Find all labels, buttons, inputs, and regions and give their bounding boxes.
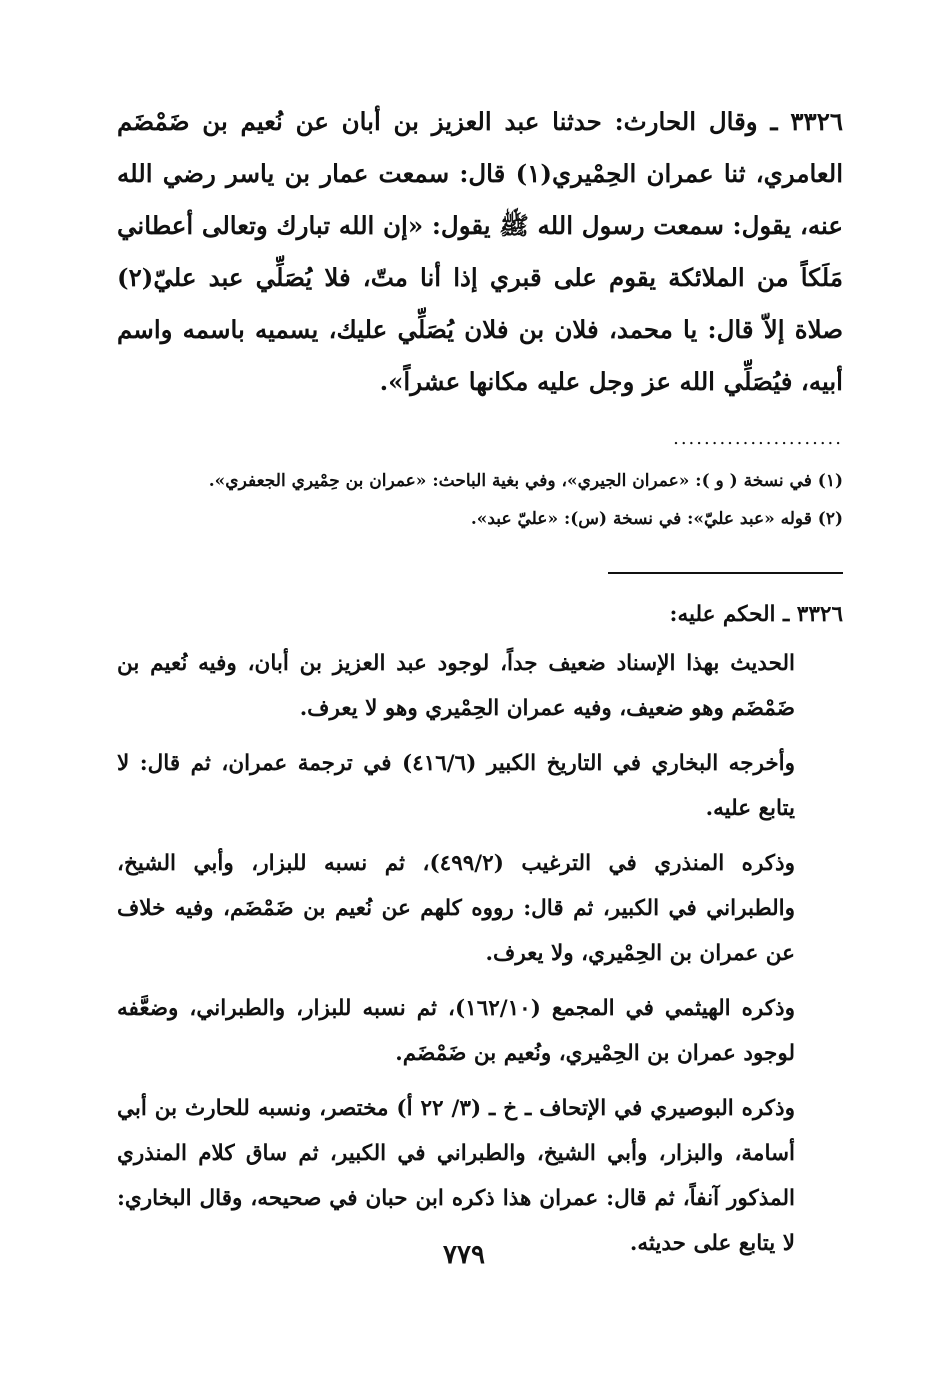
hadith-number: ٣٣٢٦	[790, 107, 844, 136]
hadith-paragraph	[117, 96, 843, 408]
footnote-text: قوله «عبد عليّ»: في نسخة (س): «عليّ عبد».	[470, 509, 812, 529]
ruling-section	[117, 592, 843, 1276]
ruling-paragraph: وذكره المنذري في الترغيب (٤٩٩/٢)، ثم نسبه للبزار، وأبي الشيخ، والطبراني في الكبير، ثم قال: رووه كلهم عن نُعيم بن ضَمْضَم، وفيه خلاف عن عمران بن الحِمْيري، ولا يعرف.	[117, 851, 796, 966]
hadith-body: ـ وقال الحارث: حدثنا عبد العزيز بن أبان عن نُعيم بن ضَمْضَم العامري، ثنا عمران الحِمْيري(١) قال: سمعت عمار بن ياسر رضي الله عنه، يقول: سمعت رسول الله ﷺ يقول: «إن الله تبارك وتعالى أعطاني مَلَكاً من الملائكة يقوم على قبري إذا أنا متّ، فلا يُصَلِّي عبد عليّ(٢) صلاة إلاّ قال: يا محمد، فلان بن فلان يُصَلِّي عليك، يسميه باسمه واسم أبيه، فيُصَلِّي الله عز وجل عليه مكانها عشراً».	[117, 107, 844, 396]
section-divider	[608, 572, 843, 574]
ruling-paragraph: الحديث بهذا الإسناد ضعيف جداً، لوجود عبد العزيز بن أبان، وفيه نُعيم بن ضَمْضَم وهو ضعيف، وفيه عمران الحِمْيري وهو لا يعرف.	[117, 651, 795, 721]
footnote-marker: (١)	[817, 471, 843, 491]
footnote-1	[117, 462, 843, 500]
ruling-paragraph: وذكره الهيثمي في المجمع (١٦٢/١٠)، ثم نسبه للبزار، والطبراني، وضعَّفه لوجود عمران بن الحِمْيري، ونُعيم بن ضَمْضَم.	[117, 996, 795, 1066]
footnotes	[117, 462, 843, 538]
footnote-2	[117, 500, 843, 538]
hadith-text	[117, 96, 843, 408]
footnote-text: في نسخة ( و ): «عمران الجيري»، وفي بغية الباحث: «عمران بن حِمْيري الجعفري».	[208, 471, 812, 491]
ruling-paragraph: وذكره البوصيري في الإتحاف ـ خ ـ (٣/ ٢٢ أ) مختصر، ونسبه للحارث بن أبي أسامة، والبزار، وأبي الشيخ، والطبراني في الكبير، ثم ساق كلام المنذري المذكور آنفاً، ثم قال: عمران هذا ذكره ابن حبان في صحيحه، وقال البخاري: لا يتابع على حديثه.	[117, 1096, 795, 1256]
ruling-heading: ٣٣٢٦ ـ الحكم عليه:	[669, 602, 843, 627]
ruling-paragraph: وأخرجه البخاري في التاريخ الكبير (٤١٦/٦) في ترجمة عمران، ثم قال: لا يتابع عليه.	[117, 751, 795, 821]
footnote-marker: (٢)	[817, 509, 843, 529]
page-number: ٧٧٩	[443, 1240, 485, 1270]
footnote-separator: ......................	[673, 428, 843, 449]
